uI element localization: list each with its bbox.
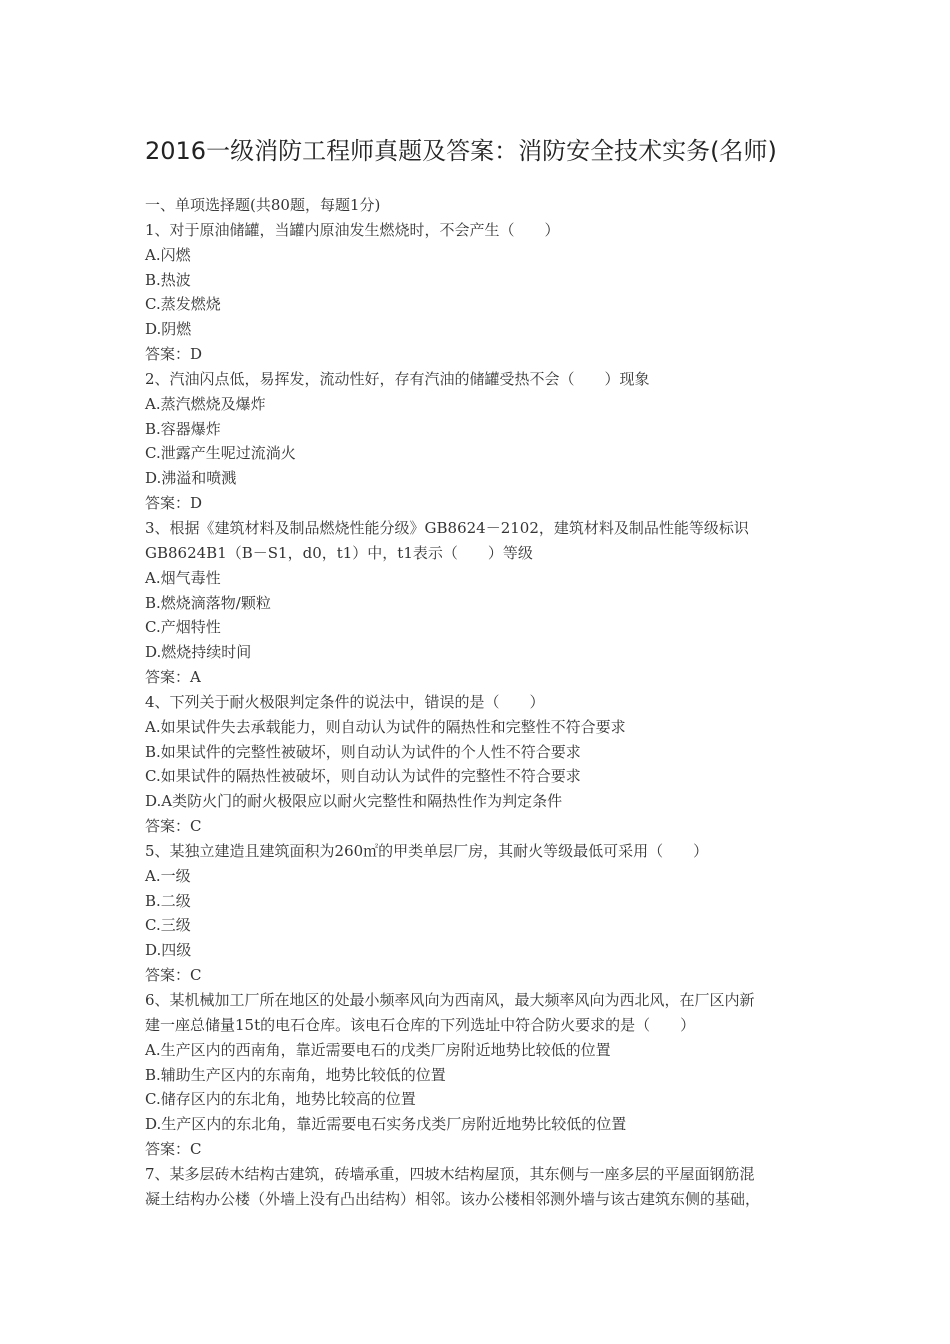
question-option: B.二级 <box>145 891 191 910</box>
question-stem-continued: GB8624B1（B－S1，d0，t1）中，t1表示（ ）等级 <box>145 543 533 562</box>
document-body <box>145 193 815 1212</box>
question-option: D.沸溢和喷溅 <box>145 469 237 488</box>
question-stem-continued: 建一座总储量15t的电石仓库。该电石仓库的下列选址中符合防火要求的是（ ） <box>145 1015 696 1034</box>
question-option: A.生产区内的西南角，靠近需要电石的戊类厂房附近地势比较低的位置 <box>145 1040 611 1059</box>
question-option: D.四级 <box>145 941 192 960</box>
question-stem: 5、某独立建造且建筑面积为260㎡的甲类单层厂房，其耐火等级最低可采用（ ） <box>145 841 709 860</box>
question-option: B.辅助生产区内的东南角，地势比较低的位置 <box>145 1065 446 1084</box>
question-option: B.容器爆炸 <box>145 419 221 438</box>
question-option: C.三级 <box>145 916 191 935</box>
question-answer: 答案：C <box>145 966 202 985</box>
question-stem: 6、某机械加工厂所在地区的处最小频率风向为西南风，最大频率风向为西北风，在厂区内新 <box>145 991 755 1009</box>
question-stem: 1、对于原油储罐，当罐内原油发生燃烧时，不会产生（ ） <box>145 220 560 239</box>
question-stem: 7、某多层砖木结构古建筑，砖墙承重，四坡木结构屋顶，其东侧与一座多层的平屋面钢筋混 <box>145 1164 755 1183</box>
question-option: C.储存区内的东北角，地势比较高的位置 <box>145 1090 416 1109</box>
question-option: C.泄露产生呢过流淌火 <box>145 444 296 463</box>
question-option: A.蒸汽燃烧及爆炸 <box>145 394 266 413</box>
question-option: D.A类防火门的耐火极限应以耐火完整性和隔热性作为判定条件 <box>145 792 563 811</box>
question-option: A.如果试件失去承载能力，则自动认为试件的隔热性和完整性不符合要求 <box>145 717 626 736</box>
question-option: D.燃烧持续时间 <box>145 643 252 662</box>
question-stem-continued: 凝土结构办公楼（外墙上没有凸出结构）相邻。该办公楼相邻测外墙与该古建筑东侧的基础， <box>145 1189 761 1208</box>
question-answer: 答案：C <box>145 817 202 836</box>
question-answer: 答案：D <box>145 494 203 513</box>
question-option: A.闪燃 <box>145 245 191 264</box>
question-option: C.如果试件的隔热性被破坏，则自动认为试件的完整性不符合要求 <box>145 767 581 786</box>
question-option: B.如果试件的完整性被破坏，则自动认为试件的个人性不符合要求 <box>145 742 581 761</box>
question-option: A.一级 <box>145 866 191 885</box>
question-option: B.燃烧滴落物/颗粒 <box>145 593 271 612</box>
question-option: C.蒸发燃烧 <box>145 295 221 314</box>
question-answer: 答案：C <box>145 1140 202 1159</box>
question-option: D.生产区内的东北角，靠近需要电石实务戊类厂房附近地势比较低的位置 <box>145 1115 627 1134</box>
question-answer: 答案：D <box>145 345 203 364</box>
document-title: 2016一级消防工程师真题及答案：消防安全技术实务(名师) <box>145 137 777 165</box>
section-heading: 一、单项选择题(共80题，每题1分) <box>145 196 381 214</box>
question-option: A.烟气毒性 <box>145 568 221 587</box>
question-option: C.产烟特性 <box>145 618 221 637</box>
question-option: B.热波 <box>145 270 191 289</box>
question-option: D.阴燃 <box>145 320 192 339</box>
question-answer: 答案：A <box>145 668 201 687</box>
question-stem: 2、汽油闪点低，易挥发，流动性好，存有汽油的储罐受热不会（ ）现象 <box>145 369 650 388</box>
question-stem: 3、根据《建筑材料及制品燃烧性能分级》GB8624－2102，建筑材料及制品性能等级标识 <box>145 518 749 537</box>
question-stem: 4、下列关于耐火极限判定条件的说法中，错误的是（ ） <box>145 692 545 711</box>
